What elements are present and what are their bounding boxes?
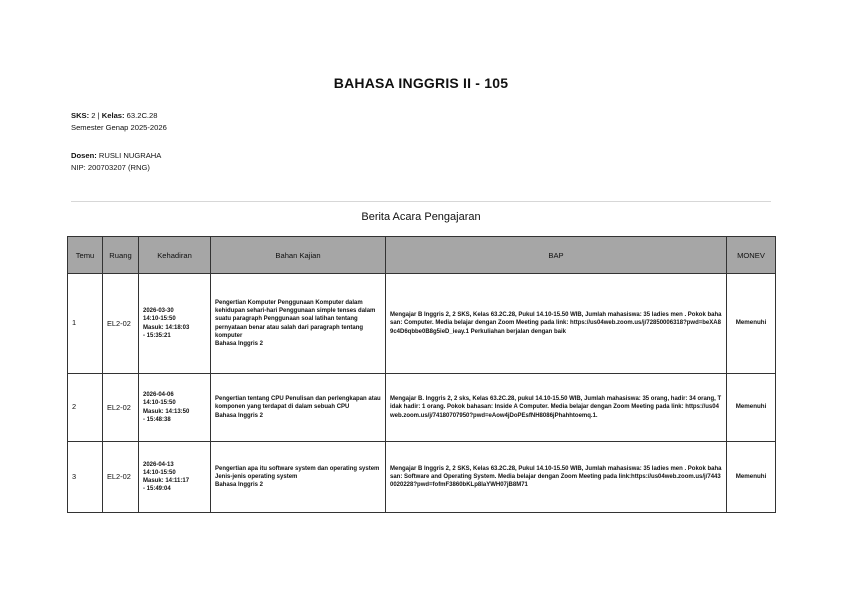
attendance-out: - 15:35:21: [143, 332, 171, 339]
cell-bap: [386, 274, 727, 374]
cell-kehadiran: [139, 274, 211, 374]
header-temu: Temu: [68, 237, 103, 274]
header-kehadiran: Kehadiran: [139, 237, 211, 274]
cell-bahan-kajian: [211, 374, 386, 442]
topic-reference: Bahasa Inggris 2: [215, 340, 264, 347]
header-monev: MONEV: [727, 237, 776, 274]
cell-bap: [386, 442, 727, 513]
attendance-date: 2026-04-06: [143, 392, 174, 399]
attendance-out: - 15:48:38: [143, 416, 171, 423]
attendance-out: - 15:49:04: [143, 486, 171, 493]
bap-table: [67, 236, 776, 513]
attendance-in: Masuk: 14:18:03: [143, 324, 190, 331]
topic-text: Pengertian apa itu software system dan operating system Jenis-jenis operating system: [215, 465, 380, 480]
topic-reference: Bahasa Inggris 2: [215, 482, 264, 489]
topic-text: Pengertian Komputer Penggunaan Komputer dalam kehidupan sehari-hari Penggunaan simple tenses dalam suatu paragraph Penggunaan soal latihan tentang pernyataan benar atau salah dari paragraph tentang komputer: [215, 299, 376, 339]
cell-monev: Memenuhi: [727, 442, 776, 513]
nip-line: NIP: 200703207 (RNG): [71, 163, 150, 172]
attendance-time: 14:10-15:50: [143, 400, 176, 407]
cell-kehadiran: [139, 442, 211, 513]
attendance-date: 2026-03-30: [143, 308, 174, 315]
section-title: Berita Acara Pengajaran: [361, 211, 481, 223]
cell-temu: 2: [68, 374, 103, 442]
attendance-time: 14:10-15:50: [143, 316, 176, 323]
dosen-label: Dosen:: [71, 151, 97, 160]
cell-monev: Memenuhi: [727, 274, 776, 374]
bap-text: Mengajar B. Inggris 2, 2 sks, Kelas 63.2C.28, pukul 14.10-15.50 WIB, Jumlah mahasiswa: 35 orang, hadir: 34 orang, Tidak hadir: 1 orang. Pokok bahasan: Inside A Computer. Media belajar dengan Zoom Meeting pada link: https://us04web.zoom.us/j/74180707950?pwd=eAow4jDoPEsfNH8086jPhahhtoemq.1.: [390, 396, 722, 419]
sks-kelas-line: [71, 110, 167, 122]
cell-bap: [386, 374, 727, 442]
bap-text: Mengajar B Inggris 2, 2 SKS, Kelas 63.2C.28, Pukul 14.10-15.50 WIB, Jumlah mahasiswa: 35 ladies men . Pokok bahasan: Computer. Media belajar dengan Zoom Meeting pada link: https://us04web.zoom.us/j/72850006318?pwd=beXA89c4D6qbbe0B8g5ieD_ieay.1 Perkuliahan berjalan dengan baik: [390, 312, 722, 335]
header-bahan-kajian: Bahan Kajian: [211, 237, 386, 274]
table-row: [68, 274, 776, 374]
course-info: [71, 110, 167, 134]
kelas-value: 63.2C.28: [126, 111, 158, 120]
cell-kehadiran: [139, 374, 211, 442]
cell-bahan-kajian: [211, 442, 386, 513]
table-header-row: [68, 237, 776, 274]
attendance-date: 2026-04-13: [143, 461, 174, 468]
attendance-in: Masuk: 14:13:50: [143, 408, 190, 415]
document-title: BAHASA INGGRIS II - 105: [333, 75, 509, 91]
bap-text: Mengajar B Inggris 2, 2 SKS, Kelas 63.2C.28, Pukul 14.10-15.50 WIB, Jumlah mahasiswa: 35 ladies men . Pokok bahasan: Software and Operating System. Media belajar dengan Zoom Meeting pada link:https://us04web.zoom.us/j/74430020228?pwd=fofmF3860bKLp8laYWH07jB8M71: [390, 465, 722, 489]
lecturer-info: [71, 150, 161, 174]
header-bap: BAP: [386, 237, 727, 274]
sks-value: 2: [91, 111, 96, 120]
semester-line: Semester Genap 2025-2026: [71, 123, 167, 132]
cell-ruang: EL2-02: [103, 274, 139, 374]
kelas-label: Kelas:: [101, 111, 125, 120]
topic-reference: Bahasa Inggris 2: [215, 412, 264, 419]
cell-temu: 1: [68, 274, 103, 374]
attendance-time: 14:10-15:50: [143, 469, 176, 476]
table-row: [68, 442, 776, 513]
sks-label: SKS:: [71, 111, 90, 120]
cell-ruang: EL2-02: [103, 374, 139, 442]
attendance-in: Masuk: 14:11:17: [143, 478, 190, 484]
topic-text: Pengertian tentang CPU Penulisan dan perlengkapan atau komponen yang terdapat di dalam sebuah CPU: [215, 396, 381, 411]
table-row: [68, 374, 776, 442]
separator: |: [97, 111, 100, 120]
cell-monev: Memenuhi: [727, 374, 776, 442]
dosen-value: RUSLI NUGRAHA: [98, 151, 162, 160]
cell-bahan-kajian: [211, 274, 386, 374]
cell-ruang: EL2-02: [103, 442, 139, 513]
dosen-line: [71, 150, 161, 162]
header-ruang: Ruang: [103, 237, 139, 274]
divider: [71, 201, 771, 202]
cell-temu: 3: [68, 442, 103, 513]
